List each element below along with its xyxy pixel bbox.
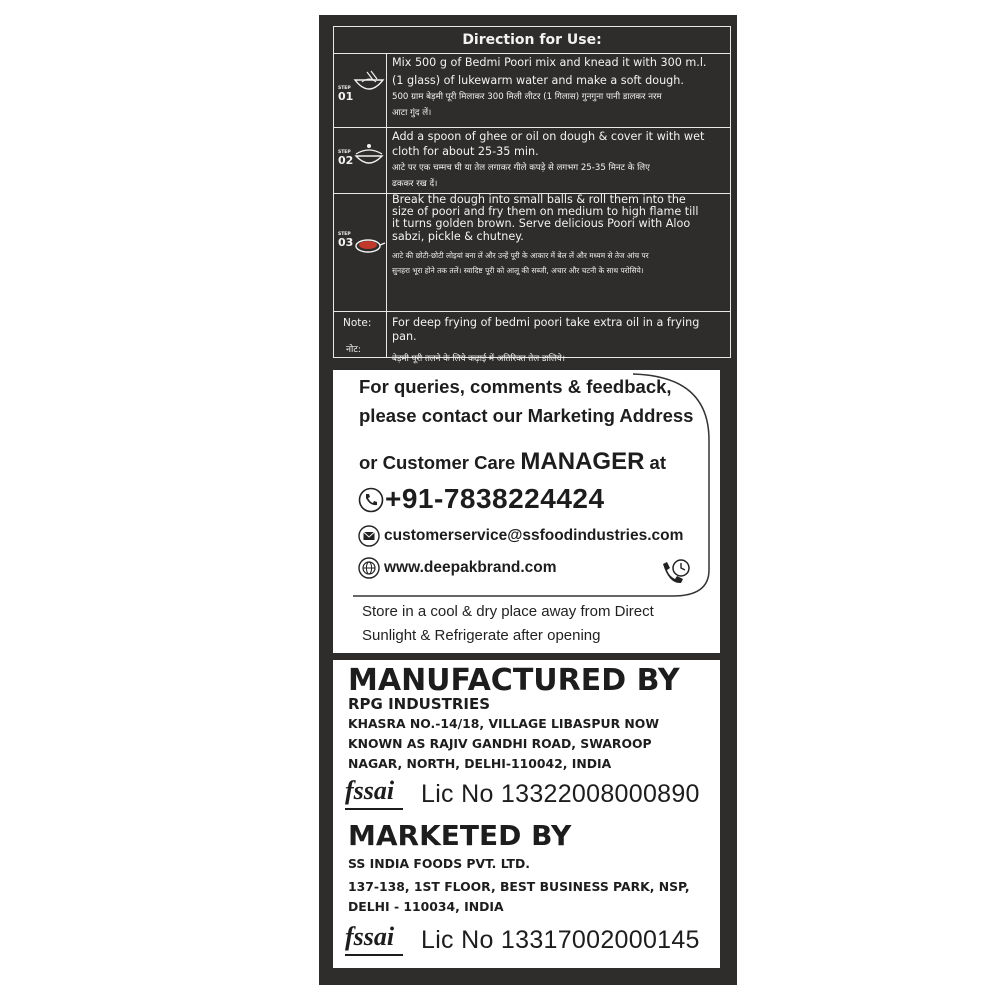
step-text-en: it turns golden brown. Serve delicious Poori with Aloo — [392, 217, 691, 231]
frying-pan-icon — [352, 236, 386, 256]
step-number: 03 — [338, 236, 354, 249]
manufacturer-box — [333, 660, 720, 968]
step-number: 01 — [338, 90, 354, 103]
fssai-logo: fssai — [345, 776, 395, 805]
note-text-en: pan. — [392, 330, 417, 343]
fssai-underline — [345, 954, 403, 956]
manufacturer-license: Lic No 13322008000890 — [421, 780, 700, 808]
step-text-hi: आटे पर एक चम्मच घी या तेल लगाकर गीले कपड़े से लगभग 25-35 मिनट के लिए — [392, 163, 650, 173]
contact-line-3: or Customer Care MANAGER at — [359, 448, 666, 475]
step-text-en: Add a spoon of ghee or oil on dough & cover it with wet — [392, 130, 705, 143]
step-text-en: sabzi, pickle & chutney. — [392, 229, 524, 243]
note-label-en: Note: — [343, 317, 372, 329]
marketer-address-line: 137-138, 1ST FLOOR, BEST BUSINESS PARK, NSP, — [348, 879, 690, 894]
contact-line-2: please contact our Marketing Address — [359, 405, 694, 426]
directions-table — [333, 26, 731, 364]
manufactured-heading: MANUFACTURED BY — [348, 663, 680, 698]
note-text-hi: बेड़मी पूरी तलने के लिये कढ़ाई में अतिरिक्त तेल डालिये। — [392, 354, 566, 364]
manufacturer-name: RPG INDUSTRIES — [348, 695, 491, 713]
storage-line-2: Sunlight & Refrigerate after opening — [362, 627, 601, 644]
step-number: 02 — [338, 154, 354, 167]
step-row-3: STEP 03 Break the dough into small balls & roll them into the size of poori and fry them on medium to high flame till it turns golden brown. Serve delicious Poori with Aloo sabzi, pickle & chutney. आटे की छोटी-छोटी लोइयां बना लें और उन्हें पूरी के आकार में बेल लें और मध्यम से तेज आंच पर सुनहरा भूरा होने तक तलें। स्वादिष्ट पूरी को आलू की सब्जी, अचार और चटनी के साथ परोसिये। — [334, 194, 730, 312]
email-link[interactable]: customerservice@ssfoodindustries.com — [384, 527, 684, 544]
covered-bowl-icon — [353, 140, 385, 170]
manufacturer-address-line: KHASRA NO.-14/18, VILLAGE LIBASPUR NOW — [348, 716, 659, 731]
phone-icon — [358, 487, 384, 513]
step-text-hi: 500 ग्राम बेड़मी पूरी मिलाकर 300 मिली लीटर (1 गिलास) गुनगुना पानी डालकर नरम — [392, 92, 662, 102]
step-text-en: Break the dough into small balls & roll them into the — [392, 193, 686, 206]
step-text-en: (1 glass) of lukewarm water and make a soft dough. — [392, 74, 684, 87]
step-text-hi: ढककर रख दें। — [392, 179, 438, 189]
step-text-hi: सुनहरा भूरा होने तक तलें। स्वादिष्ट पूरी को आलू की सब्जी, अचार और चटनी के साथ परोसिये। — [392, 265, 644, 275]
storage-line-1: Store in a cool & dry place away from Direct — [362, 603, 654, 620]
call-clock-icon — [659, 558, 693, 588]
step-text-en: Mix 500 g of Bedmi Poori mix and knead it with 300 m.l. — [392, 56, 707, 69]
website-link[interactable]: www.deepakbrand.com — [384, 559, 557, 576]
contact-line-1: For queries, comments & feedback, — [359, 376, 672, 397]
mixing-bowl-icon — [353, 70, 385, 96]
marketed-heading: MARKETED BY — [348, 819, 572, 852]
manufacturer-address-line: KNOWN AS RAJIV GANDHI ROAD, SWAROOP — [348, 736, 652, 751]
marketer-license: Lic No 13317002000145 — [421, 926, 700, 954]
directions-title: Direction for Use: — [334, 27, 730, 54]
mail-icon — [358, 525, 380, 547]
note-text-en: For deep frying of bedmi poori take extra oil in a frying — [392, 316, 700, 329]
globe-icon — [358, 557, 380, 579]
step-text-hi: आटा गुंद लें। — [392, 108, 432, 118]
note-row — [334, 312, 730, 364]
step-text-hi: आटे की छोटी-छोटी लोइयां बना लें और उन्हें पूरी के आकार में बेल लें और मध्यम से तेज आंच पर — [392, 250, 649, 260]
step-text-en: size of poori and fry them on medium to high flame till — [392, 205, 699, 219]
marketer-address-line: DELHI - 110034, INDIA — [348, 899, 504, 914]
step-text-en: cloth for about 25-35 min. — [392, 145, 539, 158]
phone-number[interactable]: +91-7838224424 — [385, 483, 605, 514]
step-row-2: STEP 02 Add a spoon of ghee or oil on dough & cover it with wet cloth for about 25-35 min. आटे पर एक चम्मच घी या तेल लगाकर गीले कपड़े से लगभग 25-35 मिनट के लिए ढककर रख दें। — [334, 128, 730, 194]
fssai-underline — [345, 808, 403, 810]
manufacturer-address-line: NAGAR, NORTH, DELHI-110042, INDIA — [348, 756, 612, 771]
marketer-name: SS INDIA FOODS PVT. LTD. — [348, 856, 530, 871]
manager-word: MANAGER — [520, 448, 645, 475]
contact-box — [333, 370, 720, 653]
step-row-1: STEP 01 Mix 500 g of Bedmi Poori mix and knead it with 300 m.l. (1 glass) of lukewarm water and make a soft dough. 500 ग्राम बेड़मी पूरी मिलाकर 300 मिली लीटर (1 गिलास) गुनगुना पानी डालकर नरम आटा गुंद लें। — [334, 54, 730, 128]
fssai-logo: fssai — [345, 922, 395, 951]
note-label-hi: नोट: — [346, 345, 361, 355]
